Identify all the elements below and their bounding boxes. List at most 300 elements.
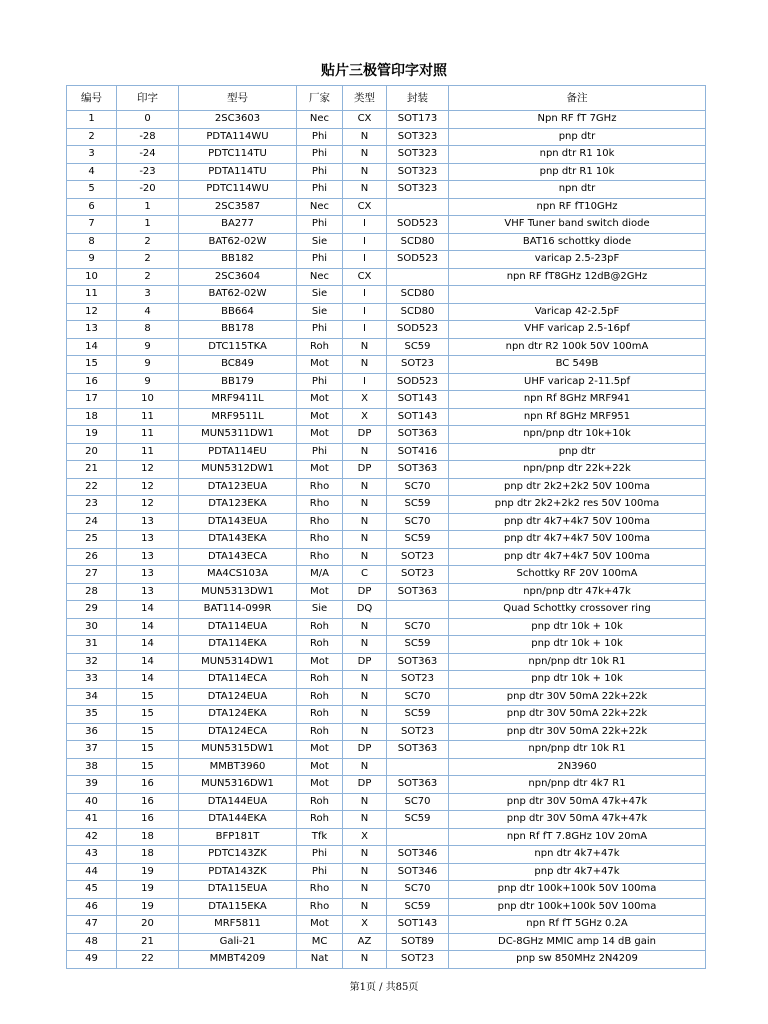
cell-number: 9 — [67, 251, 117, 269]
table-row — [67, 303, 706, 321]
cell-model: Gali-21 — [179, 933, 297, 951]
table-row — [67, 653, 706, 671]
cell-type: C — [343, 566, 387, 584]
cell-model: BB178 — [179, 321, 297, 339]
cell-number: 42 — [67, 828, 117, 846]
cell-marking: 8 — [117, 321, 179, 339]
cell-model: BB664 — [179, 303, 297, 321]
cell-marking: 2 — [117, 233, 179, 251]
cell-manufacturer: Mot — [297, 653, 343, 671]
transistor-marking-table — [66, 85, 706, 969]
cell-type: DP — [343, 426, 387, 444]
table-row — [67, 111, 706, 129]
cell-manufacturer: Mot — [297, 916, 343, 934]
cell-package: SC70 — [387, 793, 449, 811]
cell-package: SOT363 — [387, 426, 449, 444]
cell-type: N — [343, 496, 387, 514]
cell-type: DP — [343, 583, 387, 601]
cell-marking: 22 — [117, 951, 179, 969]
cell-remarks: BAT16 schottky diode — [449, 233, 706, 251]
cell-model: 2SC3587 — [179, 198, 297, 216]
cell-marking: 9 — [117, 373, 179, 391]
cell-manufacturer: Roh — [297, 636, 343, 654]
cell-marking: 12 — [117, 496, 179, 514]
table-row — [67, 688, 706, 706]
cell-type: N — [343, 758, 387, 776]
cell-number: 18 — [67, 408, 117, 426]
cell-remarks: pnp dtr 2k2+2k2 res 50V 100ma — [449, 496, 706, 514]
cell-remarks: pnp dtr — [449, 128, 706, 146]
cell-manufacturer: Roh — [297, 688, 343, 706]
table-row — [67, 216, 706, 234]
cell-package — [387, 828, 449, 846]
cell-manufacturer: Mot — [297, 408, 343, 426]
cell-marking: 20 — [117, 916, 179, 934]
cell-model: 2SC3603 — [179, 111, 297, 129]
page-title: 贴片三极管印字对照 — [321, 63, 447, 79]
cell-number: 38 — [67, 758, 117, 776]
table-row — [67, 636, 706, 654]
cell-package: SOD523 — [387, 373, 449, 391]
cell-remarks: pnp dtr 4k7+4k7 50V 100ma — [449, 513, 706, 531]
cell-remarks: npn/pnp dtr 10k R1 — [449, 653, 706, 671]
cell-manufacturer: Sie — [297, 233, 343, 251]
cell-package: SOT143 — [387, 408, 449, 426]
cell-remarks: pnp dtr 4k7+47k — [449, 863, 706, 881]
cell-type: N — [343, 793, 387, 811]
table-row — [67, 531, 706, 549]
cell-type: DQ — [343, 601, 387, 619]
cell-manufacturer: Rho — [297, 513, 343, 531]
cell-model: MUN5316DW1 — [179, 776, 297, 794]
cell-manufacturer: Roh — [297, 793, 343, 811]
cell-model: DTA144EUA — [179, 793, 297, 811]
cell-manufacturer: Phi — [297, 163, 343, 181]
cell-model: BB182 — [179, 251, 297, 269]
cell-manufacturer: Mot — [297, 758, 343, 776]
cell-package: SC59 — [387, 496, 449, 514]
cell-model: MUN5311DW1 — [179, 426, 297, 444]
table-row — [67, 758, 706, 776]
table-row — [67, 426, 706, 444]
header-type: 类型 — [343, 86, 387, 111]
cell-number: 43 — [67, 846, 117, 864]
table-row — [67, 741, 706, 759]
cell-remarks: npn dtr — [449, 181, 706, 199]
cell-type: N — [343, 128, 387, 146]
cell-model: DTA123EKA — [179, 496, 297, 514]
cell-package: SC70 — [387, 618, 449, 636]
cell-type: N — [343, 846, 387, 864]
cell-type: N — [343, 706, 387, 724]
cell-marking: 15 — [117, 758, 179, 776]
cell-package: SOT346 — [387, 863, 449, 881]
cell-type: N — [343, 356, 387, 374]
cell-remarks: pnp dtr 10k + 10k — [449, 671, 706, 689]
table-row — [67, 566, 706, 584]
cell-package: SC59 — [387, 338, 449, 356]
cell-number: 28 — [67, 583, 117, 601]
cell-number: 5 — [67, 181, 117, 199]
cell-manufacturer: Mot — [297, 776, 343, 794]
cell-package: SC70 — [387, 478, 449, 496]
cell-package: SOT323 — [387, 146, 449, 164]
header-manufacturer: 厂家 — [297, 86, 343, 111]
cell-type: I — [343, 286, 387, 304]
cell-marking: 13 — [117, 583, 179, 601]
table-row — [67, 163, 706, 181]
cell-model: DTA114EKA — [179, 636, 297, 654]
cell-remarks: npn Rf fT 7.8GHz 10V 20mA — [449, 828, 706, 846]
cell-type: I — [343, 216, 387, 234]
cell-manufacturer: Phi — [297, 251, 343, 269]
cell-number: 33 — [67, 671, 117, 689]
cell-type: CX — [343, 111, 387, 129]
cell-package: SOT323 — [387, 128, 449, 146]
cell-marking: 19 — [117, 863, 179, 881]
cell-package: SCD80 — [387, 233, 449, 251]
table-row — [67, 128, 706, 146]
cell-model: DTA123EUA — [179, 478, 297, 496]
cell-marking: 13 — [117, 566, 179, 584]
cell-model: MMBT3960 — [179, 758, 297, 776]
cell-model: BC849 — [179, 356, 297, 374]
cell-model: DTA114EUA — [179, 618, 297, 636]
cell-package: SOT363 — [387, 461, 449, 479]
cell-marking: 14 — [117, 601, 179, 619]
cell-type: N — [343, 531, 387, 549]
cell-model: 2SC3604 — [179, 268, 297, 286]
table-row — [67, 601, 706, 619]
cell-package — [387, 198, 449, 216]
cell-remarks: npn RF fT10GHz — [449, 198, 706, 216]
cell-type: I — [343, 233, 387, 251]
table-row — [67, 723, 706, 741]
cell-package: SC59 — [387, 531, 449, 549]
cell-type: X — [343, 391, 387, 409]
cell-model: PDTA114EU — [179, 443, 297, 461]
cell-marking: 14 — [117, 671, 179, 689]
cell-number: 37 — [67, 741, 117, 759]
cell-remarks: DC-8GHz MMIC amp 14 dB gain — [449, 933, 706, 951]
cell-remarks: pnp sw 850MHz 2N4209 — [449, 951, 706, 969]
cell-remarks: pnp dtr 4k7+4k7 50V 100ma — [449, 531, 706, 549]
cell-type: AZ — [343, 933, 387, 951]
cell-marking: 2 — [117, 251, 179, 269]
cell-number: 2 — [67, 128, 117, 146]
table-row — [67, 338, 706, 356]
header-model: 型号 — [179, 86, 297, 111]
cell-model: PDTA114WU — [179, 128, 297, 146]
table-row — [67, 846, 706, 864]
cell-model: BFP181T — [179, 828, 297, 846]
cell-number: 3 — [67, 146, 117, 164]
cell-model: DTC115TKA — [179, 338, 297, 356]
cell-number: 31 — [67, 636, 117, 654]
table-row — [67, 461, 706, 479]
cell-manufacturer: Phi — [297, 846, 343, 864]
cell-number: 16 — [67, 373, 117, 391]
cell-remarks: Npn RF fT 7GHz — [449, 111, 706, 129]
cell-remarks: Schottky RF 20V 100mA — [449, 566, 706, 584]
cell-marking: 4 — [117, 303, 179, 321]
cell-manufacturer: Sie — [297, 601, 343, 619]
cell-number: 22 — [67, 478, 117, 496]
cell-package: SOD523 — [387, 321, 449, 339]
table-row — [67, 863, 706, 881]
table-row — [67, 391, 706, 409]
cell-remarks: Quad Schottky crossover ring — [449, 601, 706, 619]
cell-marking: 18 — [117, 846, 179, 864]
cell-manufacturer: M/A — [297, 566, 343, 584]
cell-marking: 14 — [117, 618, 179, 636]
cell-package: SC59 — [387, 811, 449, 829]
cell-number: 20 — [67, 443, 117, 461]
cell-model: BB179 — [179, 373, 297, 391]
cell-type: N — [343, 688, 387, 706]
cell-remarks: npn dtr 4k7+47k — [449, 846, 706, 864]
cell-number: 21 — [67, 461, 117, 479]
cell-type: X — [343, 828, 387, 846]
table-row — [67, 793, 706, 811]
cell-number: 44 — [67, 863, 117, 881]
cell-remarks: pnp dtr — [449, 443, 706, 461]
cell-type: N — [343, 548, 387, 566]
cell-package: SOT89 — [387, 933, 449, 951]
cell-remarks: pnp dtr 30V 50mA 22k+22k — [449, 723, 706, 741]
cell-model: BAT114-099R — [179, 601, 297, 619]
cell-remarks: npn/pnp dtr 47k+47k — [449, 583, 706, 601]
table-row — [67, 198, 706, 216]
table-header-row — [67, 86, 706, 111]
cell-model: BA277 — [179, 216, 297, 234]
cell-marking: 0 — [117, 111, 179, 129]
cell-number: 36 — [67, 723, 117, 741]
cell-marking: 16 — [117, 776, 179, 794]
cell-marking: 14 — [117, 653, 179, 671]
cell-model: DTA115EKA — [179, 898, 297, 916]
table-row — [67, 881, 706, 899]
cell-remarks: pnp dtr 4k7+4k7 50V 100ma — [449, 548, 706, 566]
cell-model: DTA143EUA — [179, 513, 297, 531]
cell-remarks: npn RF fT8GHz 12dB@2GHz — [449, 268, 706, 286]
cell-type: I — [343, 373, 387, 391]
cell-type: N — [343, 671, 387, 689]
cell-number: 25 — [67, 531, 117, 549]
table-row — [67, 828, 706, 846]
cell-marking: 1 — [117, 216, 179, 234]
cell-package: SOT363 — [387, 583, 449, 601]
cell-manufacturer: Mot — [297, 583, 343, 601]
cell-number: 14 — [67, 338, 117, 356]
cell-remarks: npn Rf fT 5GHz 0.2A — [449, 916, 706, 934]
cell-marking: 11 — [117, 408, 179, 426]
cell-marking: 21 — [117, 933, 179, 951]
cell-remarks: varicap 2.5-23pF — [449, 251, 706, 269]
header-package: 封装 — [387, 86, 449, 111]
cell-number: 27 — [67, 566, 117, 584]
cell-number: 39 — [67, 776, 117, 794]
cell-remarks: BC 549B — [449, 356, 706, 374]
cell-marking: 19 — [117, 898, 179, 916]
cell-remarks — [449, 286, 706, 304]
cell-package: SOT23 — [387, 723, 449, 741]
cell-manufacturer: Roh — [297, 706, 343, 724]
cell-type: N — [343, 443, 387, 461]
cell-package: SOT23 — [387, 548, 449, 566]
cell-type: CX — [343, 198, 387, 216]
cell-type: DP — [343, 741, 387, 759]
cell-number: 35 — [67, 706, 117, 724]
cell-number: 24 — [67, 513, 117, 531]
cell-remarks: npn/pnp dtr 22k+22k — [449, 461, 706, 479]
header-remarks: 备注 — [449, 86, 706, 111]
table-row — [67, 583, 706, 601]
cell-manufacturer: Roh — [297, 671, 343, 689]
cell-marking: 14 — [117, 636, 179, 654]
cell-type: N — [343, 881, 387, 899]
cell-remarks: VHF Tuner band switch diode — [449, 216, 706, 234]
cell-package: SOT143 — [387, 391, 449, 409]
table-row — [67, 916, 706, 934]
header-marking: 印字 — [117, 86, 179, 111]
cell-type: I — [343, 251, 387, 269]
cell-manufacturer: Roh — [297, 338, 343, 356]
page-footer: 第1页 / 共85页 — [349, 982, 419, 993]
table-row — [67, 933, 706, 951]
cell-type: DP — [343, 653, 387, 671]
cell-manufacturer: Phi — [297, 863, 343, 881]
cell-manufacturer: Roh — [297, 618, 343, 636]
cell-type: N — [343, 618, 387, 636]
cell-number: 6 — [67, 198, 117, 216]
cell-manufacturer: Phi — [297, 128, 343, 146]
cell-package: SOT23 — [387, 566, 449, 584]
cell-remarks: pnp dtr R1 10k — [449, 163, 706, 181]
cell-remarks: UHF varicap 2-11.5pf — [449, 373, 706, 391]
cell-model: DTA124EUA — [179, 688, 297, 706]
cell-manufacturer: Phi — [297, 443, 343, 461]
cell-remarks: npn/pnp dtr 10k+10k — [449, 426, 706, 444]
cell-package: SC59 — [387, 706, 449, 724]
cell-model: DTA143EKA — [179, 531, 297, 549]
cell-remarks: 2N3960 — [449, 758, 706, 776]
cell-type: N — [343, 513, 387, 531]
cell-model: DTA124EKA — [179, 706, 297, 724]
table-row — [67, 408, 706, 426]
cell-remarks: Varicap 42-2.5pF — [449, 303, 706, 321]
table-row — [67, 321, 706, 339]
cell-type: I — [343, 321, 387, 339]
cell-marking: 1 — [117, 198, 179, 216]
cell-number: 48 — [67, 933, 117, 951]
cell-package: SC59 — [387, 898, 449, 916]
table-row — [67, 898, 706, 916]
cell-model: MRF9511L — [179, 408, 297, 426]
table-row — [67, 443, 706, 461]
cell-remarks: npn dtr R2 100k 50V 100mA — [449, 338, 706, 356]
cell-package: SOT363 — [387, 653, 449, 671]
cell-type: N — [343, 863, 387, 881]
cell-model: PDTA143ZK — [179, 863, 297, 881]
cell-number: 4 — [67, 163, 117, 181]
cell-marking: 19 — [117, 881, 179, 899]
cell-type: N — [343, 951, 387, 969]
table-row — [67, 671, 706, 689]
cell-manufacturer: Phi — [297, 321, 343, 339]
cell-package: SOT416 — [387, 443, 449, 461]
table-row — [67, 373, 706, 391]
cell-package: SOD523 — [387, 216, 449, 234]
cell-model: BAT62-02W — [179, 233, 297, 251]
cell-marking: 11 — [117, 443, 179, 461]
cell-marking: 12 — [117, 461, 179, 479]
cell-type: N — [343, 898, 387, 916]
table-row — [67, 513, 706, 531]
cell-model: DTA144EKA — [179, 811, 297, 829]
table-row — [67, 706, 706, 724]
cell-manufacturer: Rho — [297, 548, 343, 566]
cell-manufacturer: Nec — [297, 268, 343, 286]
cell-number: 19 — [67, 426, 117, 444]
cell-manufacturer: Nec — [297, 198, 343, 216]
cell-package — [387, 601, 449, 619]
cell-package — [387, 268, 449, 286]
cell-marking: 18 — [117, 828, 179, 846]
cell-manufacturer: Mot — [297, 741, 343, 759]
cell-number: 45 — [67, 881, 117, 899]
cell-marking: 9 — [117, 356, 179, 374]
cell-package: SOT173 — [387, 111, 449, 129]
cell-marking: 15 — [117, 688, 179, 706]
cell-package: SC70 — [387, 881, 449, 899]
cell-number: 40 — [67, 793, 117, 811]
cell-number: 1 — [67, 111, 117, 129]
cell-type: DP — [343, 461, 387, 479]
cell-package: SCD80 — [387, 286, 449, 304]
cell-marking: -28 — [117, 128, 179, 146]
cell-manufacturer: Roh — [297, 723, 343, 741]
cell-remarks: pnp dtr 2k2+2k2 50V 100ma — [449, 478, 706, 496]
cell-remarks: pnp dtr 100k+100k 50V 100ma — [449, 898, 706, 916]
cell-remarks: VHF varicap 2.5-16pf — [449, 321, 706, 339]
cell-manufacturer: Rho — [297, 898, 343, 916]
cell-marking: 16 — [117, 793, 179, 811]
cell-remarks: pnp dtr 10k + 10k — [449, 636, 706, 654]
table-row — [67, 618, 706, 636]
cell-number: 47 — [67, 916, 117, 934]
cell-remarks: pnp dtr 100k+100k 50V 100ma — [449, 881, 706, 899]
cell-type: N — [343, 636, 387, 654]
cell-type: N — [343, 723, 387, 741]
cell-remarks: npn/pnp dtr 10k R1 — [449, 741, 706, 759]
cell-manufacturer: MC — [297, 933, 343, 951]
cell-number: 46 — [67, 898, 117, 916]
cell-package: SOT323 — [387, 163, 449, 181]
cell-manufacturer: Tfk — [297, 828, 343, 846]
cell-manufacturer: Mot — [297, 461, 343, 479]
cell-remarks: npn Rf 8GHz MRF941 — [449, 391, 706, 409]
cell-manufacturer: Nec — [297, 111, 343, 129]
cell-marking: 13 — [117, 548, 179, 566]
cell-number: 17 — [67, 391, 117, 409]
table-row — [67, 233, 706, 251]
cell-model: MRF5811 — [179, 916, 297, 934]
cell-model: PDTC114WU — [179, 181, 297, 199]
cell-package: SOT23 — [387, 356, 449, 374]
cell-manufacturer: Sie — [297, 286, 343, 304]
cell-model: DTA143ECA — [179, 548, 297, 566]
